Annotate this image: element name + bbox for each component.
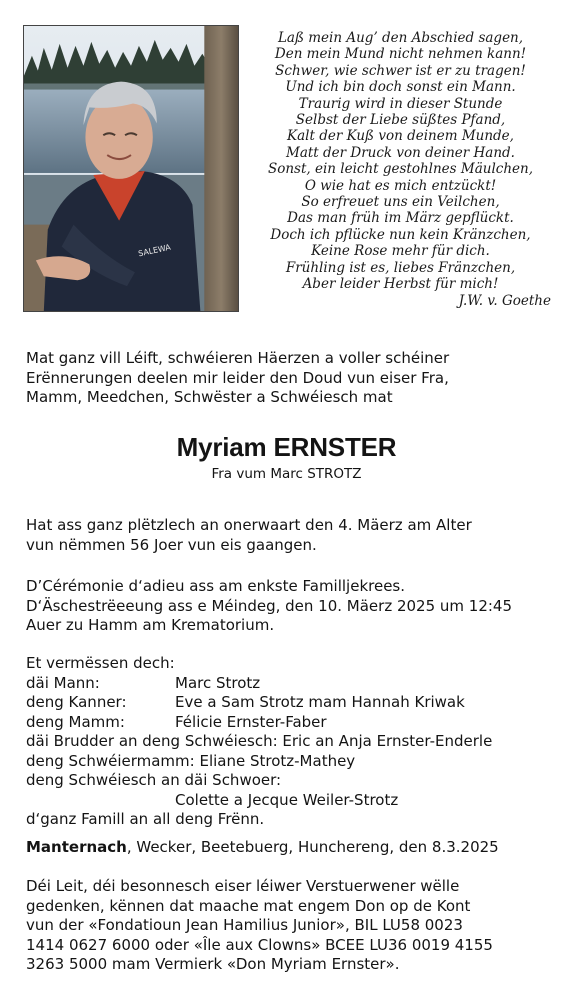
family-row-value: Félicie Ernster-Faber: [175, 712, 327, 731]
family-line-brother: däi Brudder an deng Schwéiesch: Eric an Anja Ernster-Enderle: [26, 732, 493, 750]
intro-text: [26, 349, 549, 408]
poem-line: Und ich bin doch sonst ein Mann.: [285, 79, 516, 96]
poem-line: Schwer, wie schwer ist er zu tragen!: [275, 62, 526, 79]
poem-line: So erfreuet uns ein Veilchen,: [301, 194, 500, 211]
family-row-value: Eve a Sam Strotz mam Hannah Kriwak: [175, 693, 465, 711]
donation-text: [26, 877, 551, 975]
family-row: [26, 674, 551, 694]
poem-line: Doch ich pflücke nun kein Kränzchen,: [270, 226, 531, 243]
place-date-line: [26, 838, 551, 858]
family-row-label: däi Mann:: [26, 673, 100, 692]
family-line-sister-in-law: deng Schwéiesch an däi Schwoer:: [26, 771, 282, 789]
donation-line: 1414 0627 6000 oder «Île aux Clowns» BCEE LU36 0019 4155: [26, 935, 493, 954]
donation-line: 3263 5000 mam Vermierk «Don Myriam Ernster».: [26, 955, 400, 973]
family-row: [26, 713, 551, 733]
poem-line: O wie hat es mich entzückt!: [304, 177, 497, 194]
deceased-subtitle: Fra vum Marc STROTZ: [211, 466, 362, 482]
passing-text: [26, 516, 551, 555]
intro-line: Erënnerungen deelen mir leider den Doud vun eiser Fra,: [26, 368, 449, 387]
poem-line: Keine Rose mehr für dich.: [311, 243, 490, 260]
place-town: Manternach: [26, 838, 127, 856]
poem: [248, 30, 553, 309]
family-heading: Et vermëssen dech:: [26, 654, 175, 672]
poem-line: Laß mein Aug’ den Abschied sagen,: [277, 30, 524, 46]
poem-line: Matt der Druck von deiner Hand.: [286, 144, 515, 161]
intro-line: Mat ganz vill Léift, schwéieren Häerzen a voller schéiner: [26, 349, 450, 367]
family-row-label: deng Mamm:: [26, 712, 125, 731]
ceremony-line: Auer zu Hamm am Krematorium.: [26, 616, 275, 634]
family-list: [26, 654, 551, 830]
passing-line: vun nëmmen 56 Joer vun eis gaangen.: [26, 535, 317, 554]
poem-line: Kalt der Kuß von deinem Munde,: [287, 128, 514, 145]
portrait-photo: [23, 25, 239, 312]
donation-line: Déi Leit, déi besonnesch eiser léiwer Verstuerwener wëlle: [26, 877, 460, 895]
family-line-mother-in-law: deng Schwéiermamm: Eliane Strotz-Mathey: [26, 751, 356, 770]
poem-line: Den mein Mund nicht nehmen kann!: [274, 46, 527, 63]
ceremony-line: D’Cérémonie d‘adieu ass am enkste Familljekrees.: [26, 577, 406, 595]
poem-line: Traurig wird in dieser Stunde: [298, 95, 503, 112]
portrait-image: [24, 26, 238, 311]
donation-line: gedenken, kënnen dat maache mat engem Don op de Kont: [26, 896, 471, 915]
passing-line: Hat ass ganz plëtzlech an onerwaart den 4. Mäerz am Alter: [26, 516, 472, 534]
svg-text:SALEWA: SALEWA: [137, 242, 172, 259]
place-rest: , Wecker, Beetebuerg, Hunchereng, den 8.3.2025: [126, 838, 499, 856]
poem-line: Aber leider Herbst für mich!: [302, 276, 499, 293]
family-line-closing: d‘ganz Famill an all deng Frënn.: [26, 810, 265, 828]
ceremony-text: [26, 577, 551, 636]
family-row-label: deng Kanner:: [26, 693, 127, 711]
donation-line: vun der «Fondatioun Jean Hamilius Junior», BIL LU58 0023: [26, 916, 463, 934]
poem-author: J.W. v. Goethe: [458, 292, 551, 309]
poem-line: Sonst, ein leicht gestohlnes Mäulchen,: [267, 161, 534, 178]
family-row-value: Marc Strotz: [175, 673, 261, 692]
intro-line: Mamm, Meedchen, Schwëster a Schwéiesch mat: [26, 388, 393, 406]
deceased-name: Myriam ERNSTER: [176, 432, 397, 462]
family-row: [26, 693, 551, 713]
ceremony-line: D‘Äschestrëeeung ass e Méindeg, den 10. Mäerz 2025 um 12:45: [26, 596, 513, 615]
poem-line: Selbst der Liebe süßtes Pfand,: [295, 112, 506, 129]
poem-line: Frühling ist es, liebes Fränzchen,: [285, 259, 516, 276]
poem-line: Das man früh im März gepflückt.: [287, 210, 514, 227]
family-line-sister-in-law-names: Colette a Jecque Weiler-Strotz: [175, 790, 399, 809]
